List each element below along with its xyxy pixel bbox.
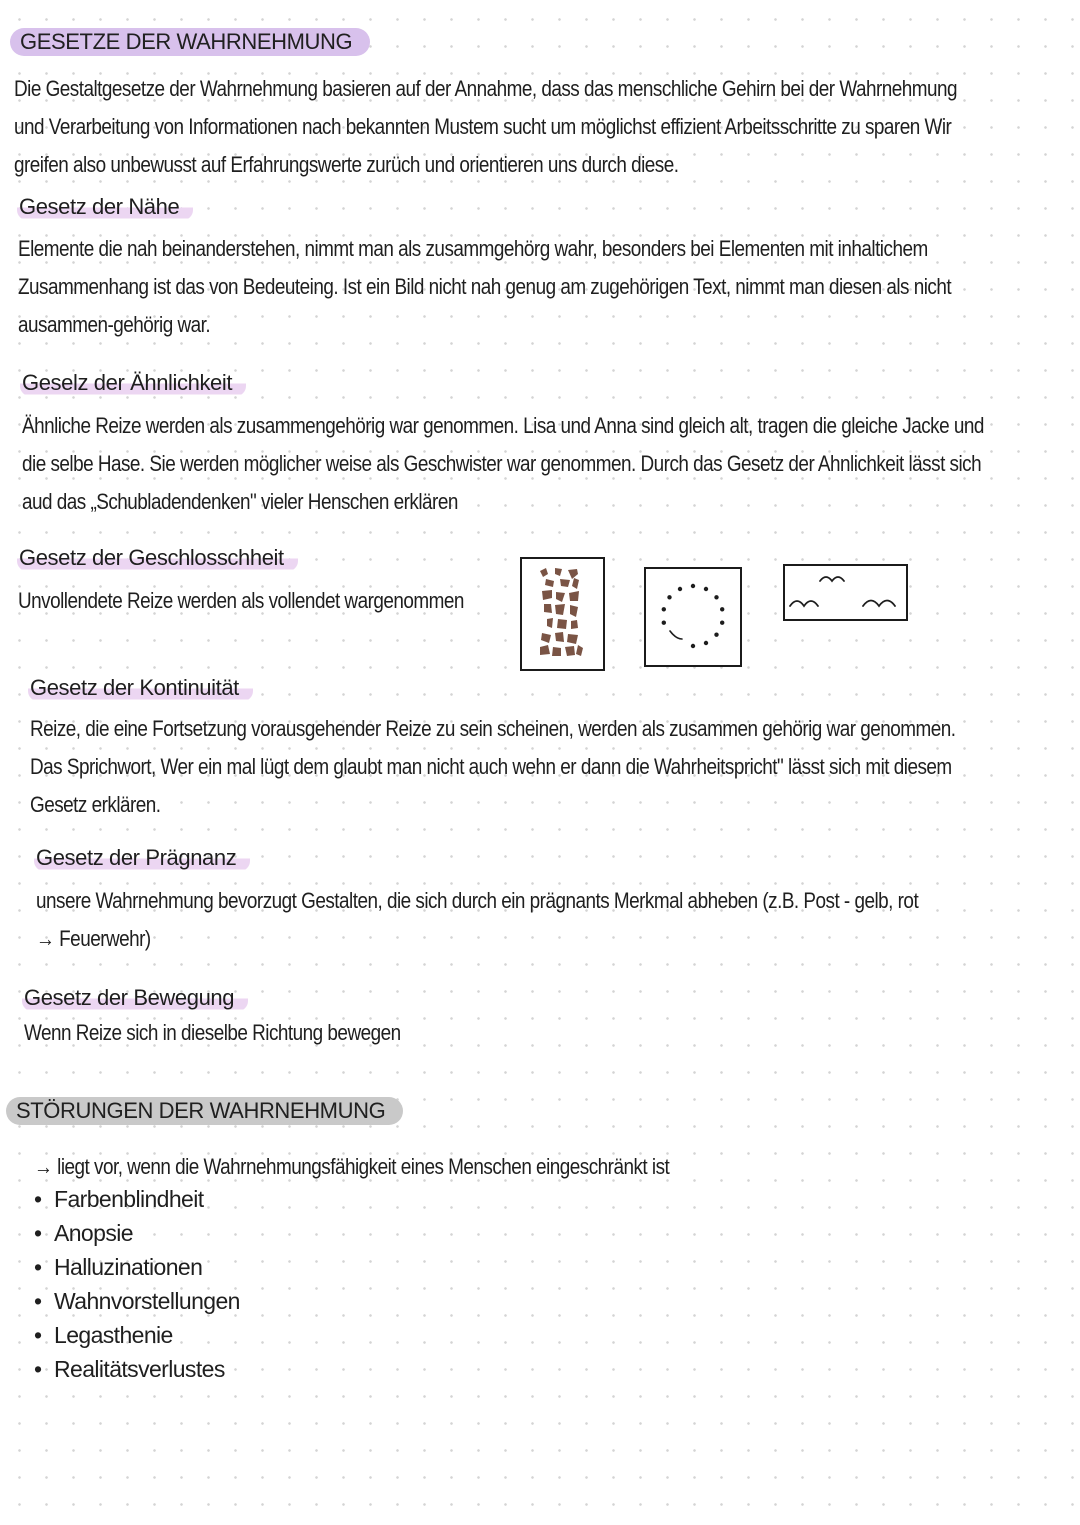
intro-paragraph xyxy=(14,70,1046,184)
heading-text: Geselz der Ähnlichkeit xyxy=(22,370,233,395)
text-line: → liegt vor, wenn die Wahrnehmungsfähigkeit eines Menschen eingeschränkt ist xyxy=(34,1154,670,1179)
heading-aehnlichkeit xyxy=(20,370,246,396)
stoerungen-list xyxy=(34,1182,240,1386)
bullet-icon: • xyxy=(34,1186,42,1212)
text-line: Das Sprichwort, Wer ein mal lügt dem glaubt man nicht auch wehn er dann die Wahrheitspricht" lässt sich mit diesem xyxy=(30,754,952,779)
text-line: ausammen-gehörig war. xyxy=(18,312,211,337)
list-item-label: Legasthenie xyxy=(54,1322,173,1348)
circle-dot xyxy=(662,621,666,625)
main-heading-gesetze xyxy=(10,28,370,56)
paragraph-naehe xyxy=(18,230,1050,344)
text-line: Ähnliche Reize werden als zusammengehörig war genommen. Lisa und Anna sind gleich alt, tragen die gleiche Jacke und xyxy=(22,413,984,438)
list-item-label: Realitätsverlustes xyxy=(54,1356,225,1382)
bullet-icon: • xyxy=(34,1254,42,1280)
circle-dot xyxy=(678,587,682,591)
text-line: die selbe Hase. Sie werden möglicher weise als Geschwister war genommen. Durch das Gesetz der Ahnlichkeit lässt sich xyxy=(22,451,982,476)
bird-arcs-figure xyxy=(783,564,908,621)
list-item xyxy=(34,1216,240,1250)
circle-dot xyxy=(667,595,671,599)
text-line: Zusammenhang ist das von Bedeuteing. Ist ein Bild nicht nah genug am zugehörigen Text, nimmt man diesen als nicht xyxy=(18,274,952,299)
text-line: und Verarbeitung von Informationen nach bekannten Mustem sucht um möglichst effizient Arbeitsschritte zu sparen Wir xyxy=(14,114,952,139)
heading-text: STÖRUNGEN DER WAHRNEHMUNG xyxy=(16,1098,386,1123)
bird-arcs-icon xyxy=(785,566,906,619)
bullet-icon: • xyxy=(34,1220,42,1246)
list-item xyxy=(34,1318,240,1352)
heading-text: Gesetz der Prägnanz xyxy=(36,845,237,870)
heading-bewegung xyxy=(22,985,248,1011)
list-item-label: Farbenblindheit xyxy=(54,1186,204,1212)
text-line: greifen also unbewusst auf Erfahrungswerte zurüch und orientieren uns durch diese. xyxy=(14,152,679,177)
text-line: aud das „Schubladendenken" vieler Henschen erklären xyxy=(22,489,458,514)
list-item xyxy=(34,1284,240,1318)
circle-dot xyxy=(714,595,718,599)
list-item xyxy=(34,1182,240,1216)
dotted-circle-figure xyxy=(644,567,742,667)
text-line: Die Gestaltgesetze der Wahrnehmung basieren auf der Annahme, dass das menschliche Gehirn bei der Wahrnehmung xyxy=(14,76,958,101)
text-line: Unvollendete Reize werden als vollendet wargenommen xyxy=(18,588,464,613)
bullet-icon: • xyxy=(34,1288,42,1314)
paragraph-geschlossenheit xyxy=(18,582,500,620)
circle-dot xyxy=(704,641,708,645)
paragraph-stoerungen-intro xyxy=(34,1148,808,1186)
list-item-label: Wahnvorstellungen xyxy=(54,1288,240,1314)
circle-dot xyxy=(691,584,695,588)
main-heading-stoerungen xyxy=(6,1097,403,1125)
bullet-icon: • xyxy=(34,1356,42,1382)
text-line: Reize, die eine Fortsetzung vorausgehender Reize zu sein scheinen, werden als zusammen gehörig war genommen. xyxy=(30,716,956,741)
list-item xyxy=(34,1352,240,1386)
text-line: unsere Wahrnehmung bevorzugt Gestalten, die sich durch ein prägnants Merkmal abheben (z.B. Post - gelb, rot xyxy=(36,888,919,913)
paragraph-aehnlichkeit xyxy=(22,407,1054,521)
list-item xyxy=(34,1250,240,1284)
text-line: → Feuerwehr) xyxy=(36,926,151,951)
circle-dot xyxy=(714,633,718,637)
dotted-circle-icon xyxy=(646,569,740,665)
bullet-icon: • xyxy=(34,1322,42,1348)
text-line: Gesetz erklären. xyxy=(30,792,161,817)
circle-dot xyxy=(720,621,724,625)
heading-text: Gesetz der Bewegung xyxy=(24,985,235,1010)
heading-naehe xyxy=(17,194,193,220)
circle-dot xyxy=(662,607,666,611)
heading-geschlossenheit xyxy=(17,545,298,571)
paragraph-praegnanz xyxy=(36,882,1068,958)
text-line: Elemente die nah beinanderstehen, nimmt man als zusammgehörg wahr, besonders bei Elementen mit inhaltichem xyxy=(18,236,928,261)
list-item-label: Anopsie xyxy=(54,1220,133,1246)
paragraph-bewegung xyxy=(24,1014,506,1052)
heading-text: GESETZE DER WAHRNEHMUNG xyxy=(20,29,353,54)
circle-dot xyxy=(691,644,695,648)
heading-text: Gesetz der Kontinuität xyxy=(30,675,239,700)
circle-dot xyxy=(720,607,724,611)
heading-kontinuitaet xyxy=(28,675,253,701)
list-item-label: Halluzinationen xyxy=(54,1254,203,1280)
heading-text: Gesetz der Nähe xyxy=(19,194,180,219)
paragraph-kontinuitaet xyxy=(30,710,1062,824)
dog-silhouette-figure xyxy=(520,557,605,671)
circle-dot xyxy=(704,587,708,591)
dog-silhouette-icon xyxy=(522,559,603,669)
text-line: Wenn Reize sich in dieselbe Richtung bewegen xyxy=(24,1020,401,1045)
heading-praegnanz xyxy=(34,845,250,871)
heading-text: Gesetz der Geschlosschheit xyxy=(19,545,284,570)
